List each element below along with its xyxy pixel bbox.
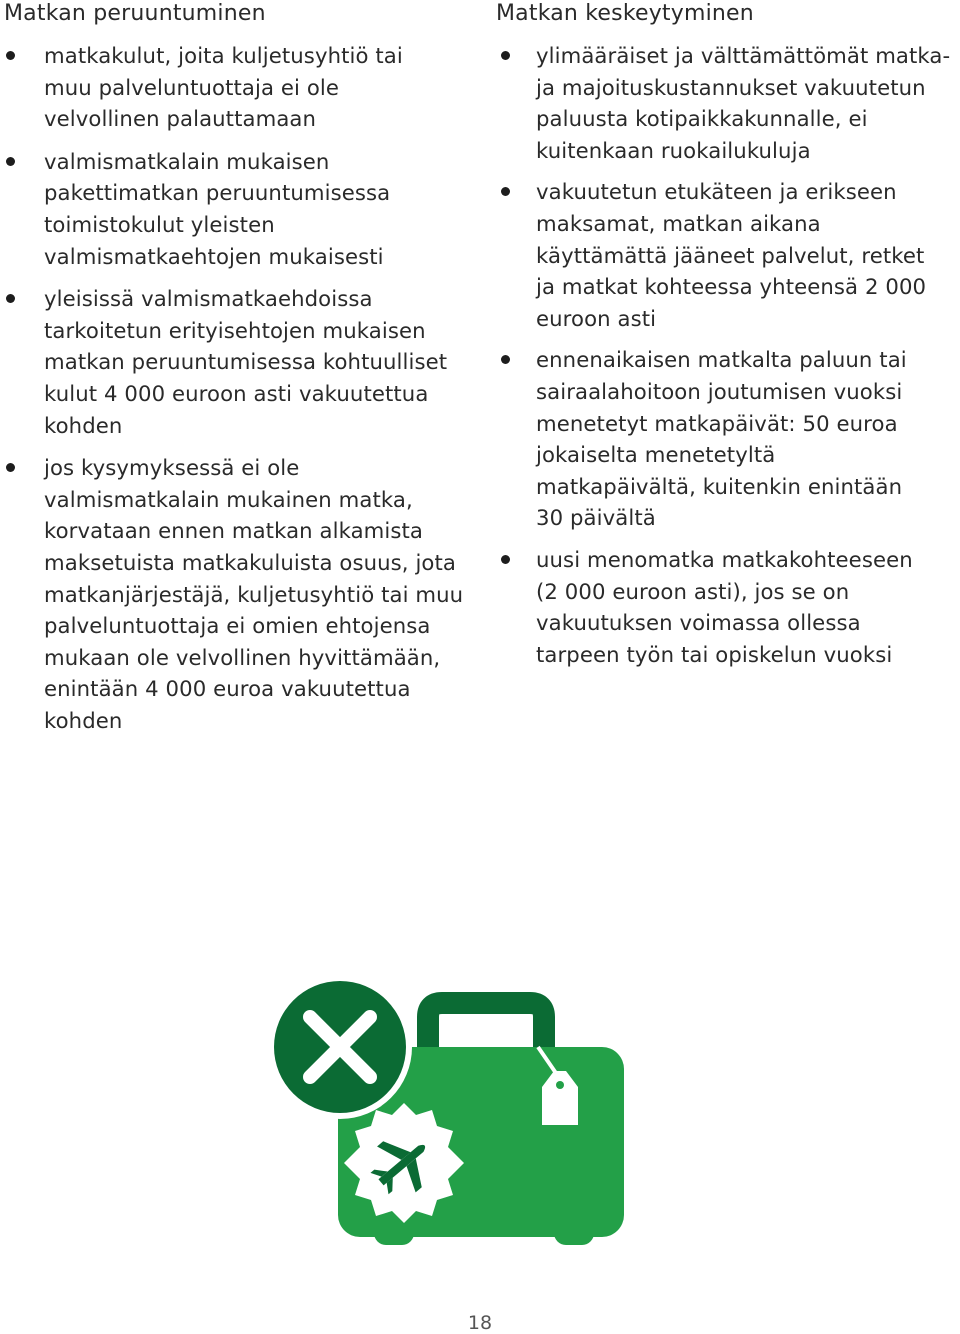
cancellation-list	[0, 40, 470, 736]
interruption-list	[494, 40, 960, 670]
section-heading-interruption: Matkan keskeytyminen	[496, 1, 754, 26]
list-item	[0, 40, 454, 135]
bullet-icon	[6, 463, 15, 472]
list-item-text: jos kysymyksessä ei ole valmismatkalain mukainen matka, korvataan ennen matkan alkamista maksetuista matkakuluista osuus, jota matkanjärjestäjä, kuljetusyhtiö tai muu palveluntuottaja ei omien ehtojensa mukaan ole velvollinen hyvittämään, enintään 4 000 euroa vakuutettua kohden	[44, 455, 464, 733]
bullet-icon	[501, 187, 510, 196]
bullet-icon	[501, 51, 510, 60]
right-column	[494, 0, 960, 680]
list-item	[494, 544, 926, 670]
bullet-icon	[501, 555, 510, 564]
list-item-text: ennenaikaisen matkalta paluun tai sairaalahoitoon joutumisen vuoksi menetetyt matkapäivät: 50 euroa jokaiselta menetetyltä matkapäivältä, kuitenkin enintään 30 päivältä	[536, 347, 907, 531]
list-item-text: uusi menomatka matkakohteeseen (2 000 euroon asti), jos se on vakuutuksen voimassa ollessa tarpeen työn tai opiskelun vuoksi	[536, 546, 913, 667]
list-item	[0, 452, 464, 736]
list-item-text: ylimääräiset ja välttämättömät matka- ja majoituskustannukset vakuutetun paluusta kotipaikkakunnalle, ei kuitenkaan ruokailukuluja	[536, 43, 951, 163]
list-item	[494, 176, 946, 334]
bullet-icon	[6, 51, 15, 60]
list-item-text: vakuutetun etukäteen ja erikseen maksamat, matkan aikana käyttämättä jääneet palvelut, retket ja matkat kohteessa yhteensä 2 000 euroon asti	[536, 179, 927, 331]
left-column	[0, 0, 470, 747]
bullet-icon	[6, 157, 15, 166]
list-item-text: matkakulut, joita kuljetusyhtiö tai muu palveluntuottaja ei ole velvollinen palauttamaan	[44, 43, 403, 132]
list-item	[494, 344, 936, 534]
page-number: 18	[467, 1312, 493, 1334]
list-item	[494, 40, 960, 166]
list-item	[0, 283, 474, 441]
list-item-text: yleisissä valmismatkaehdoissa tarkoitetun erityisehtojen mukaisen matkan peruuntumisessa kohtuulliset kulut 4 000 euroon asti vakuutettua kohden	[44, 286, 448, 438]
section-heading-cancellation: Matkan peruuntuminen	[4, 1, 266, 26]
bullet-icon	[6, 294, 15, 303]
cancelled-trip-illustration	[270, 975, 630, 1255]
close-x-icon	[270, 975, 412, 1119]
bullet-icon	[501, 355, 510, 364]
list-item	[0, 146, 474, 272]
list-item-text: valmismatkalain mukaisen pakettimatkan peruuntumisessa toimistokulut yleisten valmismatkaehtojen mukaisesti	[44, 148, 391, 269]
